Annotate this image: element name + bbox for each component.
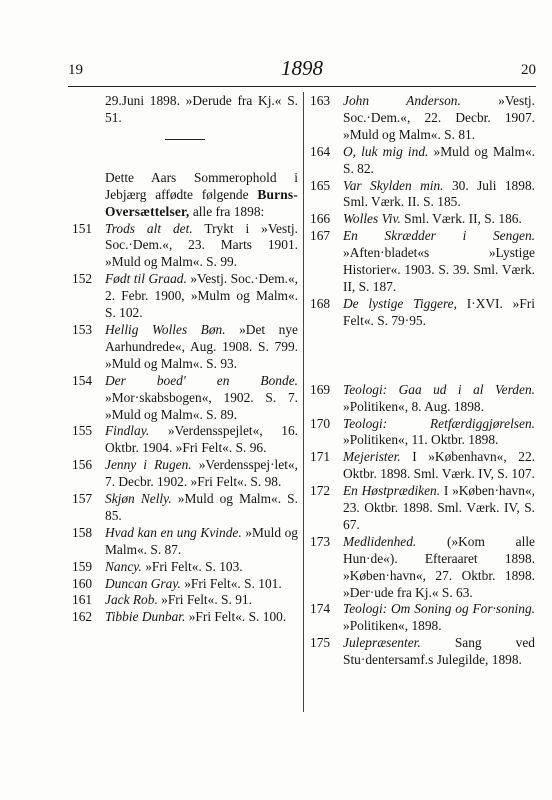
entry-details: »Vestj. Soc.·Dem.«, 22. Decbr. 1907. »Muld og Malm«. S. 81. — [343, 93, 535, 142]
entry-title: Trods alt det. — [105, 220, 193, 236]
section-separator — [165, 139, 205, 140]
entry-title: Mejerister. — [343, 449, 401, 465]
entry-number: 159 — [72, 558, 93, 574]
entry-title: Medlidenhed. — [343, 533, 417, 549]
bibliography-entry — [72, 525, 298, 559]
entry-number: 172 — [310, 483, 331, 499]
intro-paragraph — [72, 170, 298, 221]
entry-title: Teologi: Retfærdiggjørelsen. — [343, 415, 535, 431]
right-page-number: 20 — [521, 62, 536, 78]
entry-text — [105, 559, 298, 576]
entry-number: 174 — [310, 601, 331, 617]
entry-number: 166 — [310, 211, 331, 227]
bibliography-entry — [72, 609, 298, 626]
entry-title: En Skrædder i Sengen. — [343, 228, 535, 244]
entry-title: Skjøn Nelly. — [105, 491, 172, 507]
entry-details: Trykt i »Vestj. Soc.·Dem.«, 23. Marts 1901. »Muld og Malm«. S. 99. — [105, 220, 298, 270]
entry-text — [105, 271, 298, 322]
entry-number: 156 — [72, 457, 93, 473]
entry-title: Jenny i Rugen. — [105, 457, 192, 473]
entry-text — [105, 221, 298, 272]
left-entry-list — [72, 221, 298, 627]
entry-details: I »Køben·havn«, 23. Oktbr. 1898. Sml. Værk. IV, S. 67. — [343, 483, 535, 532]
entry-title: O, luk mig ind. — [343, 143, 429, 159]
entry-text — [105, 576, 298, 593]
entry-title: Duncan Gray. — [105, 575, 181, 591]
entry-text — [105, 609, 298, 626]
entry-number: 167 — [310, 228, 331, 244]
entry-details: »Politiken«, 8. Aug. 1898. — [343, 398, 484, 414]
entry-title: Der boed' en Bonde. — [105, 372, 298, 388]
entry-details: »Muld og Malm«. S. 85. — [105, 491, 298, 523]
entry-number: 164 — [310, 143, 331, 159]
entry-number: 154 — [72, 372, 93, 388]
entry-details: »Verdensspejlet«, 16. Oktbr. 1904. »Fri Felt«. S. 96. — [105, 423, 298, 456]
entry-text — [105, 373, 298, 424]
entry-number: 170 — [310, 415, 331, 431]
entry-number: 155 — [72, 423, 93, 439]
entry-text — [105, 491, 298, 525]
bibliography-entry — [310, 296, 535, 330]
entry-text — [343, 211, 535, 228]
entry-details: I·XVI. »Fri Felt«. S. 79·95. — [343, 295, 535, 328]
running-head-year: 1898 — [281, 56, 323, 80]
bibliography-entry — [310, 416, 535, 450]
left-page-number: 19 — [68, 62, 83, 78]
entry-text — [343, 416, 535, 450]
bibliography-entry — [310, 211, 535, 228]
bibliography-entry — [72, 457, 298, 491]
bibliography-entry — [72, 423, 298, 457]
entry-text — [343, 296, 535, 330]
entry-details: »Fri Felt«. S. 103. — [145, 558, 243, 574]
entry-details: »Mor·skabsbogen«, 1902. S. 7. »Muld og Malm«. S. 89. — [105, 389, 298, 422]
bibliography-entry — [310, 382, 535, 416]
left-column — [72, 93, 298, 626]
entry-title: Teologi: Om Soning og For·soning. — [343, 601, 535, 617]
bibliography-entry — [310, 483, 535, 534]
entry-title: Tibbie Dunbar. — [105, 609, 186, 625]
intro-line-2: alle fra 1898: — [192, 203, 265, 219]
bibliography-entry — [72, 373, 298, 424]
entry-text — [105, 457, 298, 491]
right-column — [310, 93, 535, 669]
entry-details: »Fri Felt«. S. 91. — [161, 592, 252, 608]
entry-number: 169 — [310, 381, 331, 397]
entry-text — [105, 525, 298, 559]
entry-number: 171 — [310, 449, 331, 465]
column-divider — [303, 92, 304, 712]
entry-number: 160 — [72, 575, 93, 591]
entry-title: Findlay. — [105, 423, 150, 439]
entry-number: 157 — [72, 491, 93, 507]
section-gap — [310, 330, 535, 382]
entry-title: Var Skylden min. — [343, 177, 444, 193]
entry-title: Teologi: Gaa ud i al Verden. — [343, 381, 535, 397]
entry-title: Hellig Wolles Bøn. — [105, 321, 226, 337]
entry-text — [105, 322, 298, 373]
continuation-text: 29.Juni 1898. »Derude fra Kj.« S. 51. — [105, 93, 298, 125]
entry-details: »Politiken«, 1898. — [343, 618, 442, 634]
intro-bold-heading: Burns-Oversættelser, — [105, 186, 298, 219]
entry-number: 162 — [72, 609, 93, 625]
entry-number: 152 — [72, 271, 93, 287]
entry-title: De lystige Tiggere, — [343, 295, 457, 311]
entry-text — [105, 423, 298, 457]
bibliography-entry — [310, 449, 535, 483]
header-rule — [68, 86, 536, 87]
entry-number: 158 — [72, 524, 93, 540]
bibliography-entry — [72, 271, 298, 322]
entry-details: »Fri Felt«. S. 101. — [184, 575, 282, 591]
entry-details: Sang ved Stu·dentersamf.s Julegilde, 1898. — [343, 635, 535, 668]
intro-line-1: Dette Aars Sommerophold i Jebjærg affødte følgende — [105, 169, 298, 202]
entry-details: I »København«, 22. Oktbr. 1898. Sml. Værk. IV, S. 107. — [343, 449, 535, 482]
entry-number: 153 — [72, 321, 93, 337]
bibliography-entry — [310, 144, 535, 178]
entry-text — [343, 228, 535, 296]
entry-details: »Fri Felt«. S. 100. — [188, 609, 287, 625]
entry-text — [105, 592, 298, 609]
entry-details: »Muld og Malm«. S. 87. — [105, 524, 298, 557]
entry-title: Nancy. — [105, 558, 142, 574]
right-entry-list-a — [310, 93, 535, 330]
entry-text — [343, 93, 535, 144]
right-entry-list-b — [310, 382, 535, 669]
entry-text — [343, 601, 535, 635]
entry-number: 175 — [310, 635, 331, 651]
bibliography-entry — [310, 178, 535, 212]
entry-number: 151 — [72, 220, 93, 236]
entry-title: Wolles Viv. — [343, 211, 401, 227]
entry-number: 163 — [310, 93, 331, 108]
entry-details: Sml. Værk. II, S. 186. — [404, 211, 522, 227]
entry-number: 161 — [72, 592, 93, 608]
bibliography-entry — [72, 559, 298, 576]
entry-details: »Det nye Aarhundrede«, Aug. 1908. S. 799. »Muld og Malm«. S. 93. — [105, 321, 298, 371]
entry-details: »Verdensspej·let«, 7. Decbr. 1902. »Fri Felt«. S. 98. — [105, 457, 298, 490]
entry-text — [343, 534, 535, 602]
bibliography-entry — [72, 322, 298, 373]
entry-number: 165 — [310, 177, 331, 193]
entry-details: »Politiken«, 11. Oktbr. 1898. — [343, 432, 499, 448]
entry-text — [343, 483, 535, 534]
entry-details: »Vestj. Soc.·Dem.«, 2. Febr. 1900, »Mulm og Malm«. S. 102. — [105, 271, 298, 321]
entry-text — [343, 382, 535, 416]
entry-title: Jack Rob. — [105, 592, 158, 608]
entry-text — [343, 449, 535, 483]
entry-title: Hvad kan en ung Kvinde. — [105, 524, 242, 540]
entry-title: En Høstprædiken. — [343, 483, 441, 499]
bibliography-entry — [310, 601, 535, 635]
bibliography-entry — [72, 576, 298, 593]
entry-details: (»Kom alle Hun·de«). Efteraaret 1898. »Køben·havn«, 27. Oktbr. 1898. »Der·ude fra Kj.« S. 63. — [343, 533, 535, 600]
entry-title: Født til Graad. — [105, 271, 187, 287]
entry-details: »Aften·bladet«s »Lystige Historier«. 1903. S. 39. Sml. Værk. II, S. 187. — [343, 245, 535, 294]
entry-number: 168 — [310, 295, 331, 311]
page-header — [68, 58, 536, 84]
bibliography-entry — [72, 491, 298, 525]
bibliography-entry — [310, 228, 535, 296]
entry-text — [343, 144, 535, 178]
entry-details: »Muld og Malm«. S. 82. — [343, 143, 535, 176]
bibliography-entry — [72, 592, 298, 609]
entry-text — [343, 178, 535, 212]
bibliography-entry — [310, 635, 535, 669]
entry-title: Julepræsenter. — [343, 635, 421, 651]
entry-details: 30. Juli 1898. Sml. Værk. II. S. 185. — [343, 177, 535, 210]
bibliography-entry — [310, 93, 535, 144]
entry-text — [343, 635, 535, 669]
bibliography-entry — [72, 221, 298, 272]
entry-number: 173 — [310, 533, 331, 549]
entry-title: John Anderson. — [343, 93, 461, 108]
bibliography-entry — [310, 534, 535, 602]
